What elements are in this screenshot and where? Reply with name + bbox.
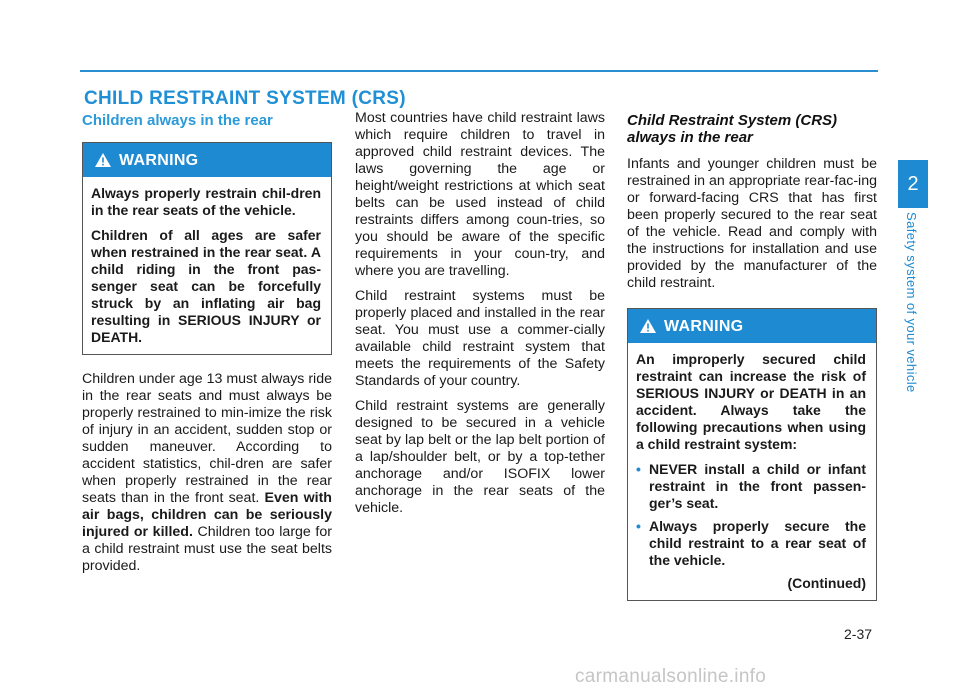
body-paragraph: Child restraint systems must be properly placed and installed in the rear seat. You must use a commer-cially available child restraint system that meets the requirements of the Safety Standards of your country. [355,288,605,389]
warning-body [628,343,876,600]
bullet-icon: • [636,461,641,477]
list-item [636,518,866,569]
body-text: Children under age 13 must always ride in the rear seats and must always be properly restrained to min-imize the risk of injury in an accident, sudden stop or sudden maneuver. According to accident statistics, chil-dren are safer when properly restrained in the rear seats than in the front seat. [82,371,332,506]
warning-text: Children of all ages are safer when restrained in the rear seat. A child riding in the front pas-senger seat can be forcefully struck by an inflating air bag resulting in SERIOUS INJURY or DEATH. [91,227,321,345]
warning-label: WARNING [119,151,199,169]
column-middle [355,110,605,525]
bullet-icon: • [636,518,641,534]
warning-box [627,308,877,601]
section-title: CHILD RESTRAINT SYSTEM (CRS) [84,88,406,109]
list-item-text: NEVER install a child or infant restraint in the front passen-ger’s seat. [649,461,866,511]
body-paragraph [82,371,332,575]
body-paragraph: Most countries have child restraint laws which require children to travel in approved child restraint devices. The laws governing the age or height/weight restrictions at which seat belts can be used instead of child restraints differs among coun-tries, so you should be aware of the specific requirements in your coun-try, and where you are travelling. [355,110,605,279]
warning-text: Always properly restrain chil-dren in the rear seats of the vehicle. [91,185,321,218]
body-text: Children too large for a child restraint must use the seat belts provided. [82,524,332,574]
body-paragraph: Child restraint systems are generally designed to be secured in a vehicle seat by lap belt or the lap belt portion of a lap/shoulder belt, or by a top-tether anchorage and/or ISOFIX lower anchorage in the rear seats of the vehicle. [355,398,605,516]
column-left [82,112,332,583]
warning-header [628,309,876,343]
body-emphasis: Even with air bags, children can be seriously injured or killed. [82,490,332,540]
continued-label: (Continued) [787,575,866,591]
subheading-crs-rear: Child Restraint System (CRS) always in the rear [627,112,838,146]
header-rule [80,70,878,72]
warning-list [636,461,866,569]
list-item-text: Always properly secure the child restraint to a rear seat of the vehicle. [649,518,866,568]
warning-header [83,143,331,177]
warning-label: WARNING [664,317,744,335]
subheading-children-rear: Children always in the rear [82,112,273,129]
body-paragraph: Infants and younger children must be restrained in an appropriate rear-fac-ing or forward-facing CRS that has first been properly secured to the rear seat of the vehicle. Read and comply with the instructions for installation and use provided by the manufacturer of the child restraint. [627,156,877,291]
warning-triangle-icon [640,319,656,333]
list-item [636,461,866,512]
warning-triangle-icon [95,153,111,167]
watermark: carmanualsonline.info [575,666,767,687]
warning-box [82,142,332,355]
chapter-label: Safety system of your vehicle [904,212,919,393]
warning-body [83,177,331,354]
warning-text: An improperly secured child restraint can increase the risk of SERIOUS INJURY or DEATH in an accident. Always take the following precautions when using a child restraint system: [636,351,866,452]
page-number: 2-37 [844,626,873,642]
column-right [627,112,877,617]
chapter-tab: 2 [898,160,928,208]
